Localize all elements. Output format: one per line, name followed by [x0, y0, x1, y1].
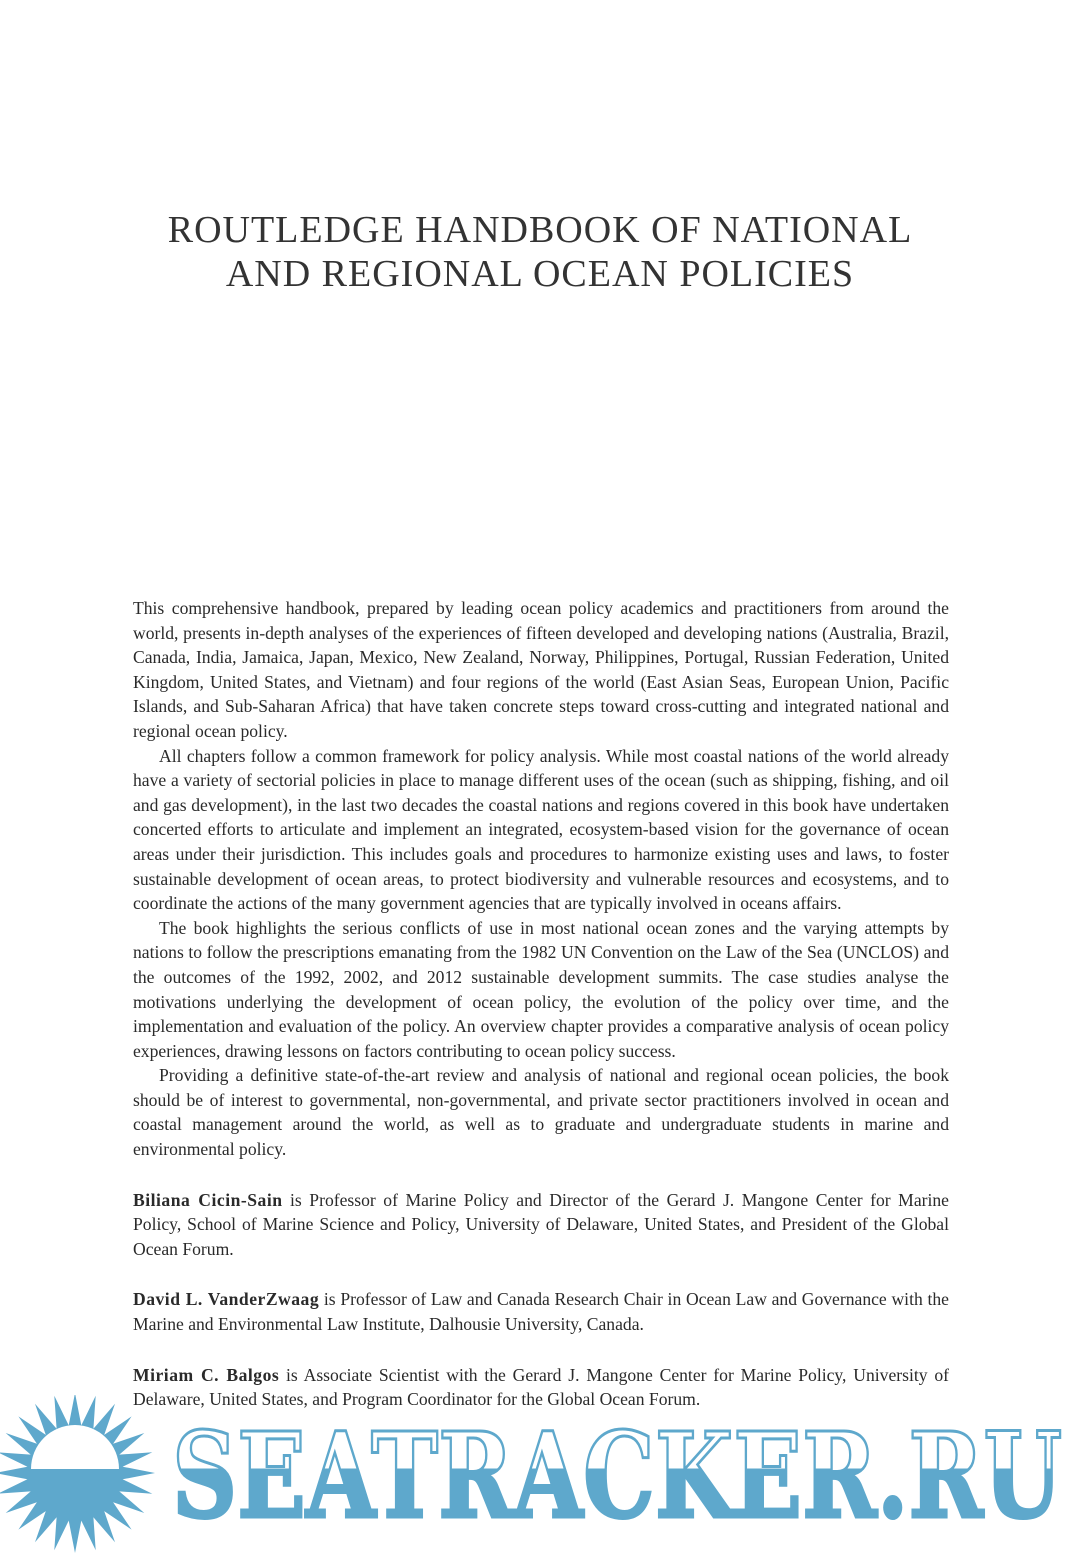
editor-name: Miriam C. Balgos	[133, 1364, 280, 1385]
paragraph: This comprehensive handbook, prepared by leading ocean policy academics and practitioners from around the world, presents in-depth analyses of the experiences of fifteen developed and developing nations (Australia, Brazil, Canada, India, Jamaica, Japan, Mexico, New Zealand, Norway, Philippines, Portugal, Russian Federation, United Kingdom, United States, and Vietnam) and four regions of the world (East Asian Seas, European Union, Pacific Islands, and Sub-Saharan Africa) that have taken concrete steps toward cross-cutting and integrated national and regional ocean policy.	[133, 598, 949, 741]
watermark-logo	[0, 1395, 1080, 1555]
editor-bio-text: is Professor of Marine Policy and Director of the Gerard J. Mangone Center for Marine Policy, School of Marine Science and Policy, University of Delaware, United States, and President of the Global Ocean Forum.	[133, 1189, 949, 1259]
paragraph: The book highlights the serious conflicts of use in most national ocean zones and the varying attempts by nations to follow the prescriptions emanating from the 1982 UN Convention on the Law of the Sea (UNCLOS) and the outcomes of the 1992, 2002, and 2012 sustainable development summits. The case studies analyse the motivations underlying the development of ocean policy, the evolution of the policy over time, and the implementation and evaluation of the policy. An overview chapter provides a comparative analysis of ocean policy experiences, drawing lessons on factors contributing to ocean policy success.	[133, 917, 949, 1061]
editor-bio	[133, 1188, 949, 1262]
editor-name: David L. VanderZwaag	[133, 1289, 320, 1310]
title-line-1: ROUTLEDGE HANDBOOK OF NATIONAL	[167, 209, 913, 251]
watermark-text: SEATRACKER.RU	[172, 1406, 1062, 1545]
editor-bio-text: is Professor of Law and Canada Research Chair in Ocean Law and Governance with the Marine and Environmental Law Institute, Dalhousie University, Canada.	[133, 1289, 949, 1335]
paragraph: All chapters follow a common framework for policy analysis. While most coastal nations of the world already have a variety of sectorial policies in place to manage different uses of the ocean (such as shipping, fishing, and oil and gas development), in the last two decades the coastal nations and regions covered in this book have undertaken concerted efforts to articulate and implement an integrated, ecosystem-based vision for the governance of ocean areas under their jurisdiction. This includes goals and procedures to harmonize existing uses and laws, to foster sustainable development of ocean areas, to protect biodiversity and vulnerable resources and ecosystems, and to coordinate the actions of the many government agencies that are typically involved in oceans affairs.	[133, 745, 949, 914]
book-title	[0, 208, 1080, 296]
paragraph: Providing a definitive state-of-the-art review and analysis of national and regional ocean policies, the book should be of interest to governmental, non-governmental, and private sector practitioners involved in ocean and coastal management around the world, as well as to graduate and undergraduate students in marine and environmental policy.	[133, 1065, 949, 1160]
book-description	[133, 596, 949, 1412]
editor-bio-text: is Associate Scientist with the Gerard J. Mangone Center for Marine Policy, University of Delaware, United States, and Program Coordinator for the Global Ocean Forum.	[133, 1364, 950, 1410]
editor-bio	[133, 1287, 949, 1336]
title-line-2: AND REGIONAL OCEAN POLICIES	[225, 253, 855, 295]
sun-icon	[0, 1395, 155, 1553]
editor-name: Biliana Cicin-Sain	[133, 1189, 283, 1210]
